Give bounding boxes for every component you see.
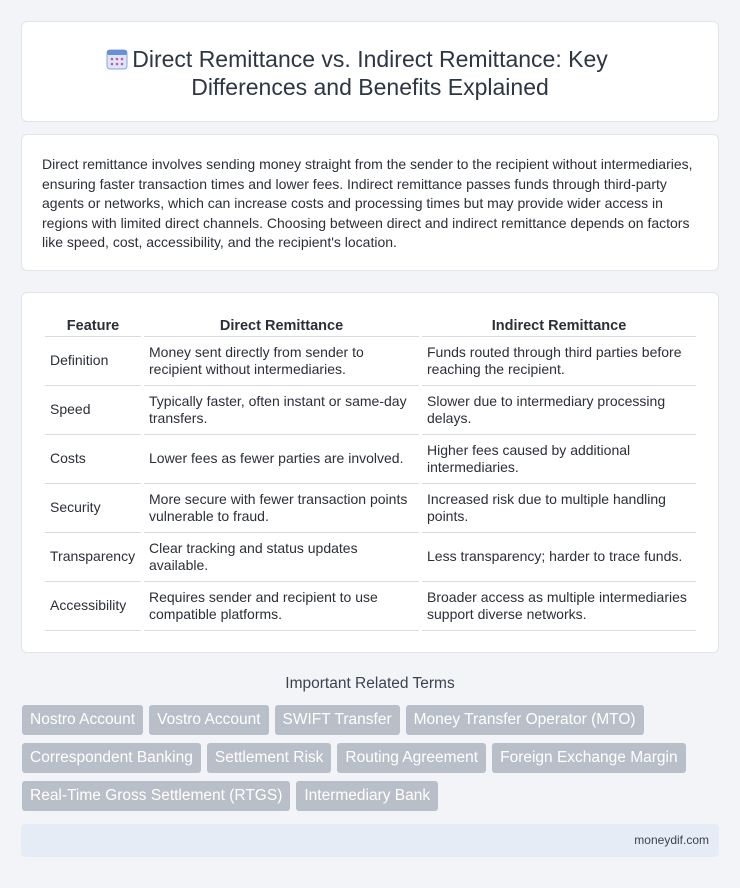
tag-swift-transfer[interactable]: SWIFT Transfer (275, 705, 400, 735)
title-card (21, 21, 719, 122)
table-row (45, 582, 696, 631)
comparison-table (42, 315, 699, 631)
footer-bar (21, 824, 719, 857)
table-header-row (45, 315, 696, 337)
feature-cell: Accessibility (45, 582, 141, 631)
footer-source: moneydif.com (634, 833, 709, 847)
tag-routing-agreement[interactable]: Routing Agreement (337, 743, 486, 773)
feature-cell: Definition (45, 337, 141, 386)
indirect-cell: Slower due to intermediary processing delays. (422, 386, 696, 435)
feature-cell: Costs (45, 435, 141, 484)
table-row (45, 484, 696, 533)
tag-money-transfer-operator[interactable]: Money Transfer Operator (MTO) (406, 705, 644, 735)
table-row (45, 435, 696, 484)
tag-settlement-risk[interactable]: Settlement Risk (207, 743, 332, 773)
direct-cell: Money sent directly from sender to recipient without intermediaries. (144, 337, 419, 386)
related-terms-list (22, 705, 722, 811)
direct-cell: More secure with fewer transaction points vulnerable to fraud. (144, 484, 419, 533)
header-indirect: Indirect Remittance (422, 315, 696, 337)
direct-cell: Clear tracking and status updates available. (144, 533, 419, 582)
feature-cell: Transparency (45, 533, 141, 582)
indirect-cell: Increased risk due to multiple handling points. (422, 484, 696, 533)
tag-correspondent-banking[interactable]: Correspondent Banking (22, 743, 201, 773)
feature-cell: Speed (45, 386, 141, 435)
tag-nostro-account[interactable]: Nostro Account (22, 705, 143, 735)
tag-intermediary-bank[interactable]: Intermediary Bank (296, 781, 438, 811)
page-title: Direct Remittance vs. Indirect Remittance: Key Differences and Benefits Explained (132, 46, 608, 100)
header-direct: Direct Remittance (144, 315, 419, 337)
direct-cell: Typically faster, often instant or same-day transfers. (144, 386, 419, 435)
indirect-cell: Higher fees caused by additional intermediaries. (422, 435, 696, 484)
direct-cell: Lower fees as fewer parties are involved. (144, 435, 419, 484)
table-row (45, 386, 696, 435)
tag-rtgs[interactable]: Real-Time Gross Settlement (RTGS) (22, 781, 290, 811)
table-row (45, 533, 696, 582)
related-terms-title: Important Related Terms (285, 675, 455, 692)
intro-card (21, 134, 719, 271)
table-row (45, 337, 696, 386)
indirect-cell: Less transparency; harder to trace funds. (422, 533, 696, 582)
feature-cell: Security (45, 484, 141, 533)
intro-paragraph: Direct remittance involves sending money straight from the sender to the recipient without intermediaries, ensuring faster transaction times and lower fees. Indirect remittance passes funds through third-party agents or networks, which can increase costs and processing times but may provide wider access in regions with limited direct channels. Choosing between direct and indirect remittance depends on factors like speed, cost, accessibility, and the recipient's location. (42, 156, 693, 251)
header-feature: Feature (45, 315, 141, 337)
indirect-cell: Broader access as multiple intermediaries support diverse networks. (422, 582, 696, 631)
tag-foreign-exchange-margin[interactable]: Foreign Exchange Margin (492, 743, 686, 773)
tag-vostro-account[interactable]: Vostro Account (149, 705, 268, 735)
indirect-cell: Funds routed through third parties before reaching the recipient. (422, 337, 696, 386)
comparison-card (21, 292, 719, 653)
direct-cell: Requires sender and recipient to use compatible platforms. (144, 582, 419, 631)
